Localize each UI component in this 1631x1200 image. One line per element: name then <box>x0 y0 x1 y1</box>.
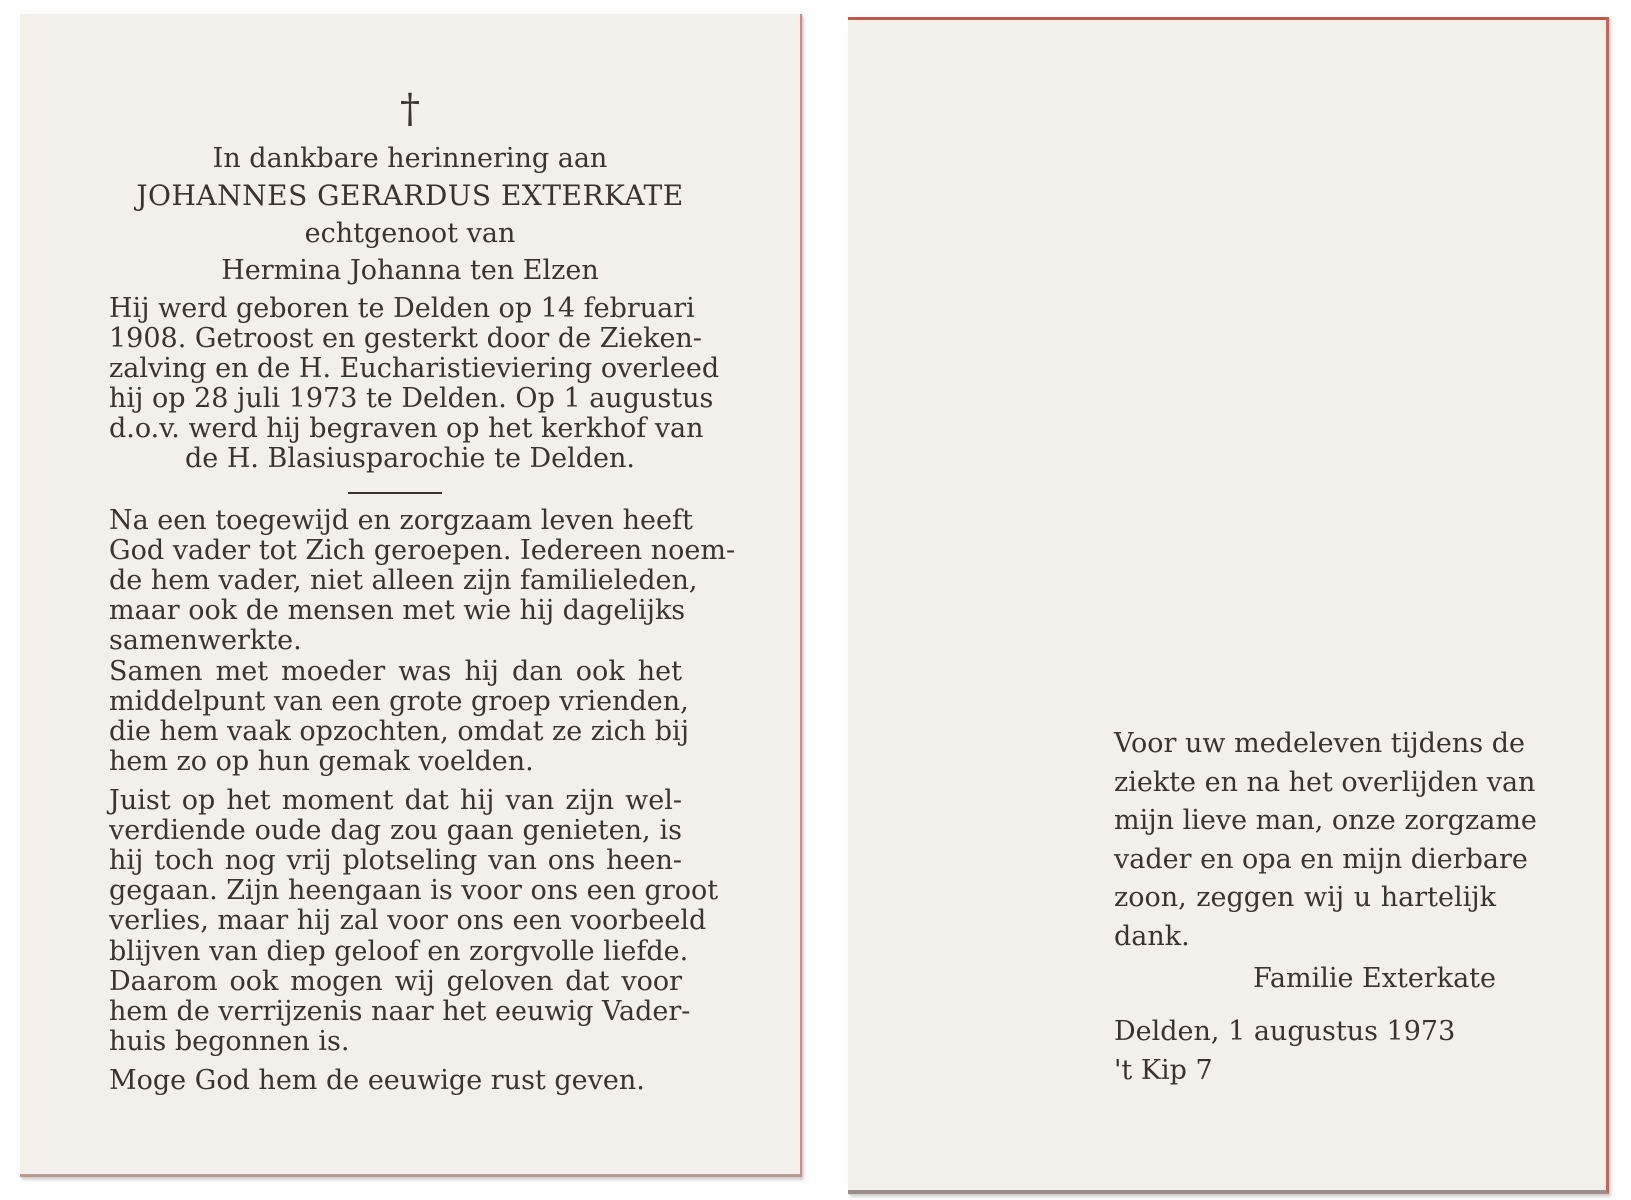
tribute-line: samenwerkte. <box>109 625 302 656</box>
bio-line: de H. Blasiusparochie te Delden. <box>184 443 636 474</box>
bio-line: d.o.v. werd hij begraven op het kerkhof van <box>109 413 704 444</box>
thanks-line: Voor uw medeleven tijdens de <box>1114 728 1525 759</box>
thanks-line: zoon, zeggen wij u hartelijk <box>1114 882 1496 913</box>
tribute-line: verlies, maar hij zal voor ons een voorbeeld <box>109 905 707 936</box>
tribute-line: huis begonnen is. <box>109 1026 350 1057</box>
place-date: Delden, 1 augustus 1973 <box>1114 1016 1456 1047</box>
memorial-card-back <box>848 17 1609 1194</box>
section-divider <box>348 492 442 494</box>
bio-line: hij op 28 juli 1973 te Delden. Op 1 augustus <box>109 383 714 414</box>
tribute-line: Samen met moeder was hij dan ook het <box>109 656 682 687</box>
intro-text: In dankbare herinnering aan <box>212 143 608 174</box>
tribute-line: middelpunt van een grote groep vrienden, <box>109 686 689 717</box>
closing-prayer: Moge God hem de eeuwige rust geven. <box>109 1065 645 1096</box>
cross-icon: † <box>400 86 420 132</box>
tribute-line: maar ook de mensen met wie hij dagelijks <box>109 595 686 626</box>
memorial-card-front <box>20 14 802 1177</box>
bio-line: Hij werd geboren te Delden op 14 februari <box>109 293 695 324</box>
bio-line: 1908. Getroost en gesterkt door de Zieken- <box>109 323 702 354</box>
tribute-line: hem de verrijzenis naar het eeuwig Vader- <box>109 996 691 1027</box>
tribute-line: Na een toegewijd en zorgzaam leven heeft <box>109 505 693 536</box>
thanks-line: ziekte en na het overlijden van <box>1114 767 1536 798</box>
relation-text: echtgenoot van <box>304 218 516 249</box>
thanks-line: vader en opa en mijn dierbare <box>1114 844 1528 875</box>
tribute-line: verdiende oude dag zou gaan genieten, is <box>109 815 682 846</box>
family-signature: Familie Exterkate <box>1252 963 1496 994</box>
tribute-line: blijven van diep geloof en zorgvolle liefde. <box>109 936 689 967</box>
address: 't Kip 7 <box>1114 1055 1213 1086</box>
tribute-line: die hem vaak opzochten, omdat ze zich bij <box>109 716 690 747</box>
deceased-name: JOHANNES GERARDUS EXTERKATE <box>136 179 684 212</box>
tribute-line: de hem vader, niet alleen zijn familieleden, <box>109 565 698 596</box>
tribute-line: Juist op het moment dat hij van zijn wel- <box>109 785 682 816</box>
tribute-line: gegaan. Zijn heengaan is voor ons een groot <box>109 875 719 906</box>
tribute-line: Daarom ook mogen wij geloven dat voor <box>109 966 682 997</box>
tribute-line: God vader tot Zich geroepen. Iedereen noem- <box>109 535 736 566</box>
bio-line: zalving en de H. Eucharistieviering overleed <box>109 353 720 384</box>
thanks-line: dank. <box>1114 921 1190 952</box>
tribute-line: hij toch nog vrij plotseling van ons heen- <box>109 845 682 876</box>
spouse-name: Hermina Johanna ten Elzen <box>221 255 599 286</box>
tribute-line: hem zo op hun gemak voelden. <box>109 746 534 777</box>
thanks-line: mijn lieve man, onze zorgzame <box>1114 805 1537 836</box>
